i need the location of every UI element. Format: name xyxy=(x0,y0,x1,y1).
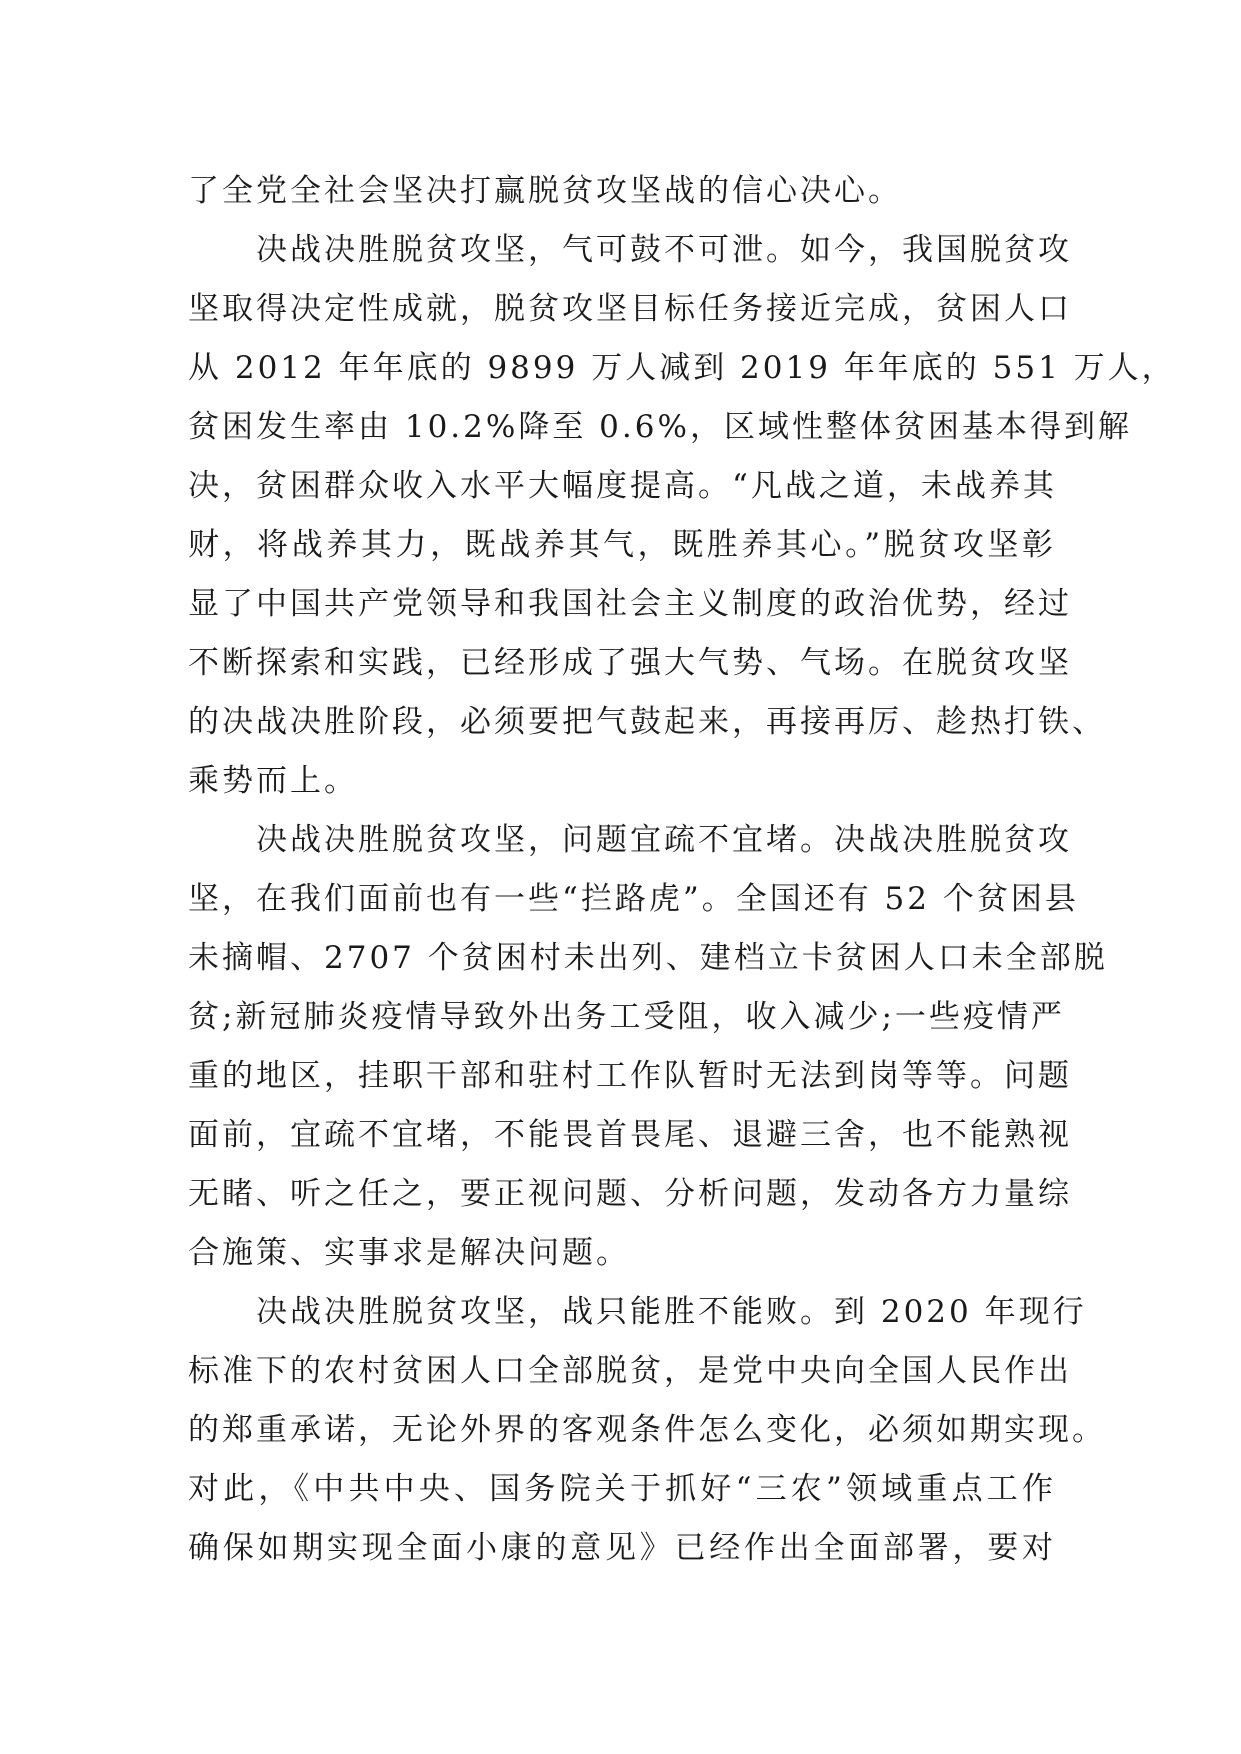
text-line: 从 2012 年年底的 9899 万人减到 2019 年年底的 551 万人， xyxy=(188,350,1176,386)
text-line: 决战决胜脱贫攻坚，气可鼓不可泄。如今，我国脱贫攻 xyxy=(256,232,1072,268)
text-line: 坚取得决定性成就，脱贫攻坚目标任务接近完成，贫困人口 xyxy=(188,291,1072,327)
text-line: 决，贫困群众收入水平大幅度提高。“凡战之道，未战养其 xyxy=(188,468,1057,504)
text-line: 面前，宜疏不宜堵，不能畏首畏尾、退避三舍，也不能熟视 xyxy=(188,1117,1072,1153)
text-line: 未摘帽、2707 个贫困村未出列、建档立卡贫困人口未全部脱 xyxy=(188,940,1108,976)
text-line: 不断探索和实践，已经形成了强大气势、气场。在脱贫攻坚 xyxy=(188,645,1072,681)
text-line: 财，将战养其力，既战养其气，既胜养其心。”脱贫攻坚彰 xyxy=(188,527,1056,563)
text-line: 确保如期实现全面小康的意见》已经作出全面部署，要对 xyxy=(188,1530,1056,1566)
text-line: 乘势而上。 xyxy=(188,763,358,799)
text-line: 无睹、听之任之，要正视问题、分析问题，发动各方力量综 xyxy=(188,1176,1072,1212)
text-line: 决战决胜脱贫攻坚，问题宜疏不宜堵。决战决胜脱贫攻 xyxy=(256,822,1072,858)
text-line: 显了中国共产党领导和我国社会主义制度的政治优势，经过 xyxy=(188,586,1072,622)
text-line: 决战决胜脱贫攻坚，战只能胜不能败。到 2020 年现行 xyxy=(256,1294,1087,1330)
text-line: 合施策、实事求是解决问题。 xyxy=(188,1235,630,1271)
text-line: 坚，在我们面前也有一些“拦路虎”。全国还有 52 个贫困县 xyxy=(188,881,1079,917)
text-line: 的决战决胜阶段，必须要把气鼓起来，再接再厉、趁热打铁、 xyxy=(188,704,1106,740)
document-body xyxy=(188,162,1176,1578)
text-line: 贫困发生率由 10.2%降至 0.6%，区域性整体贫困基本得到解 xyxy=(188,409,1132,445)
text-line: 重的地区，挂职干部和驻村工作队暂时无法到岗等等。问题 xyxy=(188,1058,1072,1094)
text-line: 了全党全社会坚决打赢脱贫攻坚战的信心决心。 xyxy=(188,173,902,209)
text-line: 贫;新冠肺炎疫情导致外出务工受阻，收入减少;一些疫情严 xyxy=(188,999,1065,1035)
text-line: 对此，《中共中央、国务院关于抓好“三农”领域重点工作 xyxy=(188,1471,1056,1507)
text-line: 标准下的农村贫困人口全部脱贫，是党中央向全国人民作出 xyxy=(188,1353,1072,1389)
text-line: 的郑重承诺，无论外界的客观条件怎么变化，必须如期实现。 xyxy=(188,1412,1106,1448)
